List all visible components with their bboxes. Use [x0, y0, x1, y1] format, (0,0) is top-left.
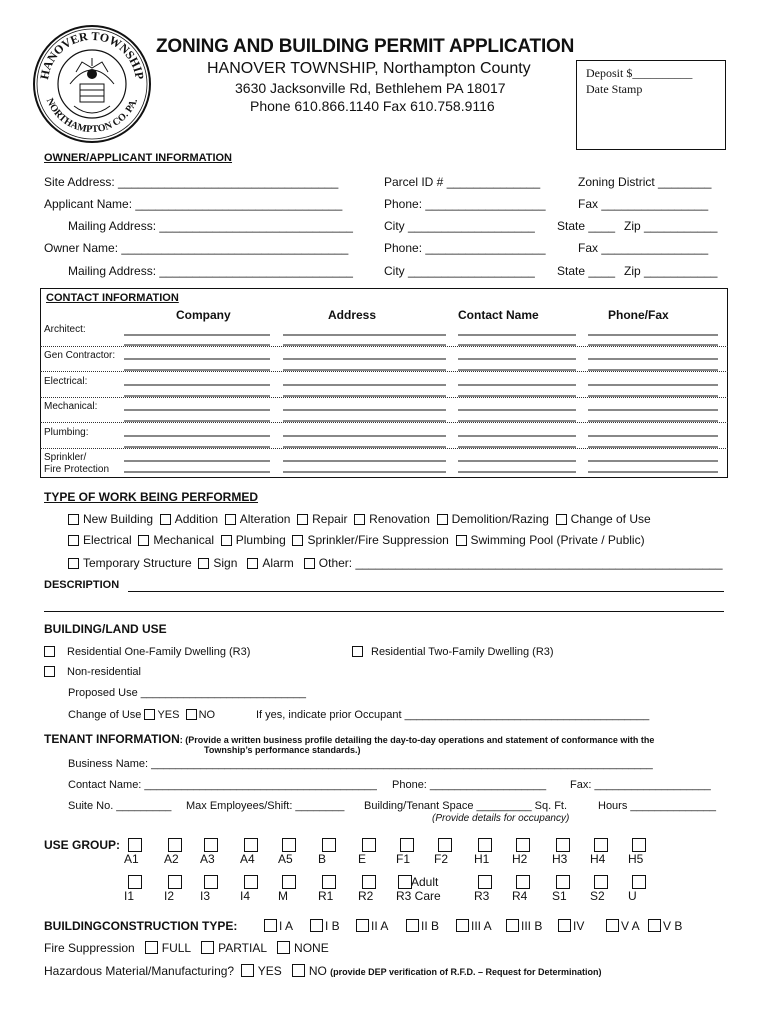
- description-label: DESCRIPTION: [44, 579, 120, 591]
- hazard-yes-checkbox[interactable]: YES: [241, 964, 282, 978]
- checkbox-icon: [558, 919, 571, 932]
- business-name-field[interactable]: Business Name: __________________________________________________________________________________: [68, 758, 653, 770]
- use-group-label-h4: H4: [590, 852, 606, 866]
- tenant-phone-field[interactable]: Phone: ___________________: [392, 779, 547, 791]
- change-yes-checkbox[interactable]: YES: [144, 709, 179, 721]
- use-group-label-i3: I3: [200, 889, 211, 903]
- description-line-2[interactable]: [44, 611, 724, 612]
- fire-none-checkbox[interactable]: NONE: [277, 941, 329, 955]
- contact-heading: CONTACT INFORMATION: [46, 292, 179, 304]
- construction-type-label: II A: [371, 919, 389, 933]
- col-address: Address: [328, 308, 377, 322]
- use-group-label-h3: H3: [552, 852, 568, 866]
- use-group-checkbox-r2[interactable]: [362, 875, 376, 889]
- architect-lines: [124, 335, 718, 345]
- use-group-label-i1: I1: [124, 889, 135, 903]
- sprinkler-checkbox[interactable]: Sprinkler/Fire Suppression: [292, 533, 448, 547]
- use-group-label-e: E: [358, 852, 367, 866]
- construction-type-ii-b[interactable]: [406, 919, 439, 933]
- use-group-label-b: B: [318, 852, 327, 866]
- owner-zip-field[interactable]: Zip ___________: [624, 264, 718, 278]
- change-of-use-checkbox[interactable]: Change of Use: [556, 512, 651, 526]
- use-group-label-h5: H5: [628, 852, 644, 866]
- use-group-checkbox-i2[interactable]: [168, 875, 182, 889]
- repair-checkbox[interactable]: Repair: [297, 512, 347, 526]
- form-title: ZONING AND BUILDING PERMIT APPLICATION: [156, 36, 575, 57]
- renovation-checkbox[interactable]: Renovation: [354, 512, 430, 526]
- use-group-label-a2: A2: [164, 852, 179, 866]
- owner-mailing-field[interactable]: Mailing Address: _____________________________: [68, 264, 353, 278]
- construction-type-label: II B: [421, 919, 440, 933]
- work-heading: TYPE OF WORK BEING PERFORMED: [44, 490, 259, 504]
- use-group-checkbox-i3[interactable]: [204, 875, 218, 889]
- one-family-option[interactable]: Residential One-Family Dwelling (R3): [44, 646, 250, 658]
- deposit-field[interactable]: Deposit $__________: [586, 66, 693, 80]
- use-group-label-i2: I2: [164, 889, 175, 903]
- proposed-use-field[interactable]: Proposed Use ___________________________: [68, 687, 306, 699]
- construction-type-iii-a[interactable]: [456, 919, 492, 933]
- use-group-checkbox-h5[interactable]: [632, 838, 646, 852]
- date-stamp-label: Date Stamp: [586, 82, 643, 96]
- use-group-checkbox-h1[interactable]: [478, 838, 492, 852]
- use-group-label-r3-care: R3 Care: [396, 889, 441, 903]
- use-group-label-a4: A4: [240, 852, 255, 866]
- new-building-checkbox[interactable]: New Building: [68, 512, 153, 526]
- use-group-label-r2: R2: [358, 889, 374, 903]
- construction-type-ii-a[interactable]: [356, 919, 388, 933]
- owner-heading: OWNER/APPLICANT INFORMATION: [44, 152, 233, 164]
- col-contact-name: Contact Name: [458, 308, 539, 322]
- construction-type-label: I A: [279, 919, 294, 933]
- fire-suppression-label: Fire Suppression: [44, 941, 135, 955]
- use-group-label-f1: F1: [396, 852, 411, 866]
- use-group-checkbox-h3[interactable]: [556, 838, 570, 852]
- alarm-checkbox[interactable]: Alarm: [247, 556, 293, 570]
- construction-type-iv[interactable]: [558, 919, 584, 933]
- tenant-heading-row: [44, 732, 654, 746]
- row-label-sprinkler: Sprinkler/: [44, 452, 87, 463]
- tenant-space-field[interactable]: Building/Tenant Space _________ Sq. Ft.: [364, 800, 568, 812]
- svg-text:HANOVER TOWNSHIP: HANOVER TOWNSHIP: [37, 28, 147, 81]
- change-of-use-row: [68, 709, 215, 721]
- use-group-checkbox-a5[interactable]: [282, 838, 296, 852]
- owner-fax-field[interactable]: Fax ________________: [578, 241, 709, 255]
- work-row-3: [68, 556, 723, 570]
- use-group-label-r4: R4: [512, 889, 528, 903]
- applicant-zip-field[interactable]: Zip ___________: [624, 219, 718, 233]
- hazard-no-checkbox[interactable]: NO: [292, 964, 327, 978]
- non-residential-option[interactable]: Non-residential: [44, 666, 141, 678]
- checkbox-icon: [310, 919, 323, 932]
- hazard-label: Hazardous Material/Manufacturing?: [44, 964, 235, 978]
- applicant-city-field[interactable]: City ___________________: [384, 219, 535, 233]
- use-group-label-a5: A5: [278, 852, 293, 866]
- applicant-state-field[interactable]: State ____: [557, 219, 616, 233]
- row-label-gen-contractor: Gen Contractor:: [44, 350, 116, 361]
- row-label-electrical: Electrical:: [44, 376, 88, 387]
- occupancy-details-note: (Provide details for occupancy): [432, 813, 570, 824]
- use-group-checkbox-r3-care[interactable]: [398, 875, 412, 889]
- tenant-note: : (Provide a written business profile detailing the day-to-day operations and statement of conformance with the: [179, 735, 655, 745]
- use-group-label-f2: F2: [434, 852, 449, 866]
- construction-type-label: III B: [521, 919, 543, 933]
- use-group-checkbox-i1[interactable]: [128, 875, 142, 889]
- two-family-option[interactable]: Residential Two-Family Dwelling (R3): [352, 646, 554, 658]
- use-group-checkbox-a2[interactable]: [168, 838, 182, 852]
- suite-no-field[interactable]: Suite No. _________: [68, 800, 172, 812]
- row-label-mechanical: Mechanical:: [44, 401, 98, 412]
- construction-type-iii-b[interactable]: [506, 919, 542, 933]
- use-group-checkbox-m[interactable]: [282, 875, 296, 889]
- checkbox-icon: [406, 919, 419, 932]
- parcel-id-field[interactable]: Parcel ID # ______________: [384, 175, 541, 189]
- construction-type-i-a[interactable]: [264, 919, 293, 933]
- work-row-2: [68, 533, 645, 547]
- tenant-heading: TENANT INFORMATION: [44, 732, 180, 746]
- max-employees-field[interactable]: Max Employees/Shift: ________: [186, 800, 345, 812]
- temporary-structure-checkbox[interactable]: Temporary Structure: [68, 556, 192, 570]
- construction-type-label: III A: [471, 919, 492, 933]
- row-label-plumbing: Plumbing:: [44, 427, 89, 438]
- checkbox-icon: [506, 919, 519, 932]
- description-line[interactable]: [128, 591, 724, 592]
- use-group-checkbox-s1[interactable]: [556, 875, 570, 889]
- fire-suppression-row: [44, 941, 329, 955]
- mechanical-checkbox[interactable]: Mechanical: [138, 533, 214, 547]
- use-group-checkbox-r3[interactable]: [478, 875, 492, 889]
- hours-field[interactable]: Hours ______________: [598, 800, 717, 812]
- checkbox-icon: [264, 919, 277, 932]
- use-group-checkbox-f1[interactable]: [400, 838, 414, 852]
- plumbing-checkbox[interactable]: Plumbing: [221, 533, 286, 547]
- zoning-district-field[interactable]: Zoning District ________: [578, 175, 712, 189]
- addition-checkbox[interactable]: Addition: [160, 512, 218, 526]
- fire-partial-checkbox[interactable]: PARTIAL: [201, 941, 267, 955]
- use-group-checkbox-b[interactable]: [322, 838, 336, 852]
- township-address: 3630 Jacksonville Rd, Bethlehem PA 18017: [235, 80, 506, 96]
- use-group-checkbox-e[interactable]: [362, 838, 376, 852]
- use-group-label: USE GROUP:: [44, 838, 121, 852]
- use-group-label-s1: S1: [552, 889, 567, 903]
- checkbox-icon: [456, 919, 469, 932]
- use-group-checkbox-f2[interactable]: [438, 838, 452, 852]
- alteration-checkbox[interactable]: Alteration: [225, 512, 291, 526]
- construction-row: [44, 919, 237, 933]
- construction-type-v-b[interactable]: [648, 919, 682, 933]
- contact-table-lines[interactable]: [0, 0, 770, 480]
- sign-checkbox[interactable]: Sign: [198, 556, 237, 570]
- checkbox-icon: [356, 919, 369, 932]
- use-group-checkbox-s2[interactable]: [594, 875, 608, 889]
- applicant-phone-field[interactable]: Phone: __________________: [384, 197, 546, 211]
- use-group-label-a1: A1: [124, 852, 139, 866]
- use-group-label-u: U: [628, 889, 637, 903]
- use-group-label-m: M: [278, 889, 288, 903]
- township-phone: Phone 610.866.1140 Fax 610.758.9116: [250, 98, 495, 114]
- owner-city-field[interactable]: City ___________________: [384, 264, 535, 278]
- rfd-note: (provide DEP verification of R.F.D. – Request for Determination): [330, 967, 602, 977]
- construction-type-label: V B: [663, 919, 683, 933]
- use-group-label-r1: R1: [318, 889, 334, 903]
- construction-type-label: IV: [573, 919, 585, 933]
- use-group-checkbox-r1[interactable]: [322, 875, 336, 889]
- construction-type-label: I B: [325, 919, 340, 933]
- construction-type-i-b[interactable]: [310, 919, 340, 933]
- col-company: Company: [176, 308, 231, 322]
- checkbox-icon: [606, 919, 619, 932]
- contact-name-field[interactable]: Contact Name: ______________________________________: [68, 779, 377, 791]
- site-address-field[interactable]: Site Address: _________________________________: [44, 175, 339, 189]
- owner-state-field[interactable]: State ____: [557, 264, 616, 278]
- construction-type-label: BUILDINGCONSTRUCTION TYPE:: [44, 919, 238, 933]
- construction-type-v-a[interactable]: [606, 919, 640, 933]
- hazard-row: [44, 964, 602, 978]
- change-no-checkbox[interactable]: NO: [186, 709, 216, 721]
- row-label-architect: Architect:: [44, 324, 86, 335]
- demolition-checkbox[interactable]: Demolition/Razing: [437, 512, 549, 526]
- row-label-fire-protection: Fire Protection: [44, 464, 110, 475]
- work-row-1: [68, 512, 651, 526]
- prior-occupant-field[interactable]: If yes, indicate prior Occupant ________________________________________: [256, 709, 650, 721]
- change-of-use-label: Change of Use: [68, 709, 142, 721]
- use-group-checkbox-h4[interactable]: [594, 838, 608, 852]
- use-group-label-s2: S2: [590, 889, 605, 903]
- other-checkbox[interactable]: Other: _______________________________________________________: [304, 556, 723, 570]
- tenant-note-2: Township’s performance standards.): [204, 745, 361, 755]
- adult-care-label: Adult: [411, 875, 439, 889]
- use-group-label-r3: R3: [474, 889, 490, 903]
- use-group-checkbox-u[interactable]: [632, 875, 646, 889]
- construction-type-label: V A: [621, 919, 640, 933]
- township-name: HANOVER TOWNSHIP, Northampton County: [207, 60, 531, 77]
- use-group-checkbox-a4[interactable]: [244, 838, 258, 852]
- use-group-label-h2: H2: [512, 852, 528, 866]
- applicant-name-field[interactable]: Applicant Name: _______________________________: [44, 197, 343, 211]
- use-group-checkbox-a3[interactable]: [204, 838, 218, 852]
- use-group-checkbox-a1[interactable]: [128, 838, 142, 852]
- use-group-checkbox-r4[interactable]: [516, 875, 530, 889]
- use-group-checkbox-h2[interactable]: [516, 838, 530, 852]
- applicant-mailing-field[interactable]: Mailing Address: _____________________________: [68, 219, 353, 233]
- use-group-label-i4: I4: [240, 889, 251, 903]
- owner-name-field[interactable]: Owner Name: __________________________________: [44, 241, 349, 255]
- tenant-fax-field[interactable]: Fax: ___________________: [570, 779, 711, 791]
- applicant-fax-field[interactable]: Fax ________________: [578, 197, 709, 211]
- svg-text:NORTHAMPTON CO. PA.: NORTHAMPTON CO. PA.: [43, 96, 141, 136]
- use-group-checkbox-i4[interactable]: [244, 875, 258, 889]
- electrical-checkbox[interactable]: Electrical: [68, 533, 132, 547]
- land-use-heading: BUILDING/LAND USE: [44, 622, 167, 636]
- owner-phone-field[interactable]: Phone: __________________: [384, 241, 546, 255]
- checkbox-icon: [648, 919, 661, 932]
- col-phone-fax: Phone/Fax: [608, 308, 669, 322]
- use-group-label-a3: A3: [200, 852, 215, 866]
- use-group-label-h1: H1: [474, 852, 490, 866]
- fire-full-checkbox[interactable]: FULL: [145, 941, 191, 955]
- swimming-pool-checkbox[interactable]: Swimming Pool (Private / Public): [456, 533, 645, 547]
